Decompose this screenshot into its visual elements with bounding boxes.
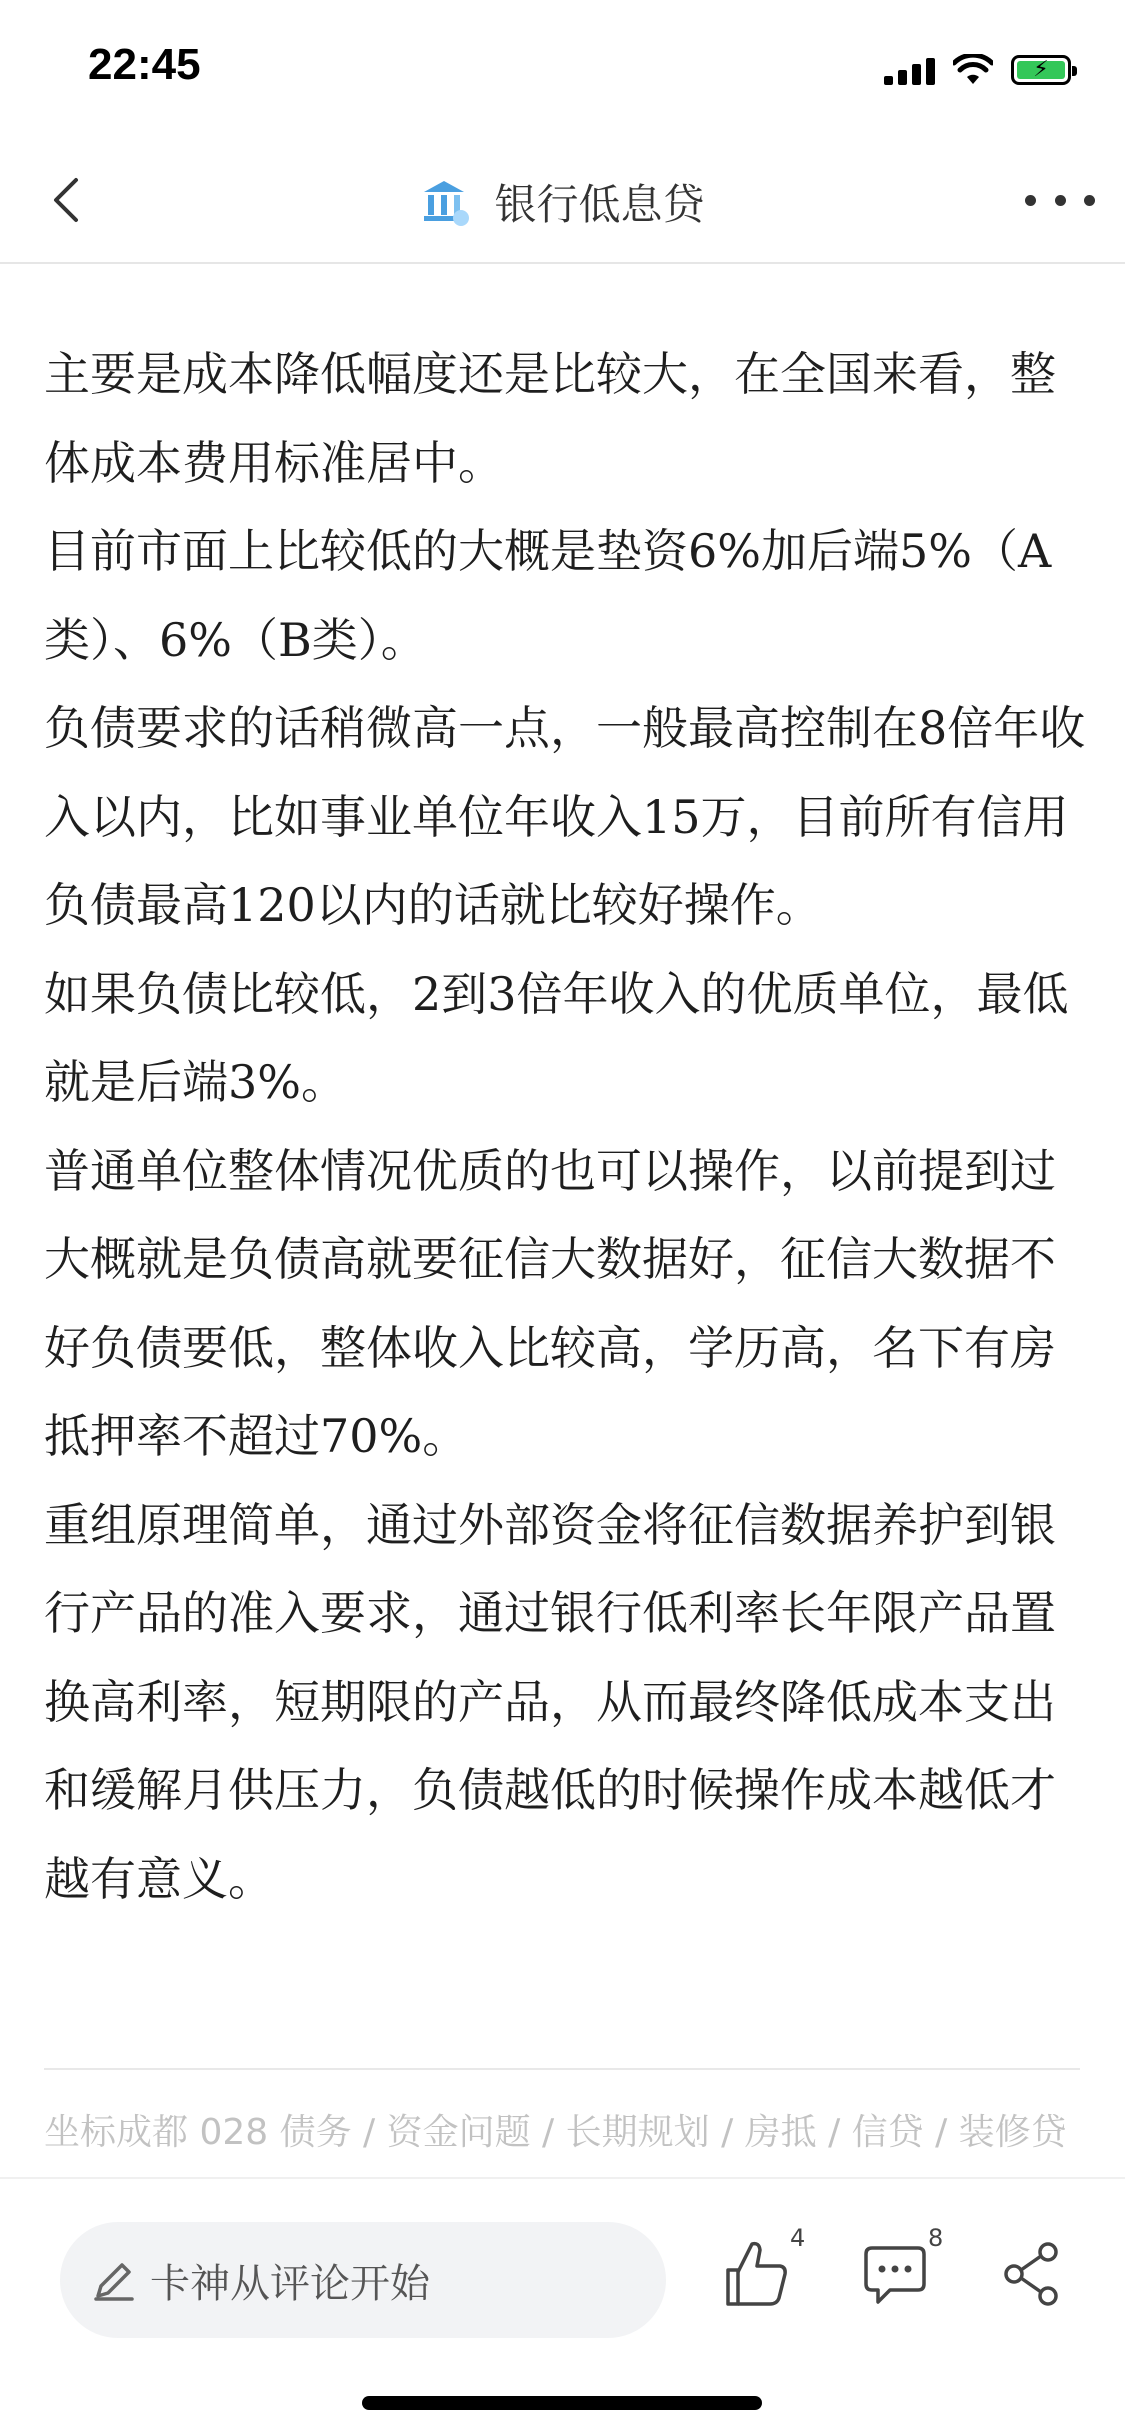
article-paragraph: 重组原理简单，通过外部资金将征信数据养护到银行产品的准入要求，通过银行低利率长年限产品置换高利率，短期限的产品，从而最终降低成本支出和缓解月供压力，负债越低的时候操作成本越低才越有意义。 [44,1497,1056,1906]
more-dot-icon [1084,195,1095,206]
battery-icon: ⚡ [1011,55,1071,85]
thumbs-up-icon [722,2236,792,2312]
home-indicator [362,2396,762,2410]
comment-button[interactable] [860,2224,950,2326]
comment-count: 8 [928,2224,944,2252]
like-count: 4 [790,2224,806,2252]
nav-title: 银行低息贷 [494,180,705,229]
nav-title-group[interactable] [0,170,1125,234]
status-icons [884,50,1071,90]
cellular-signal-icon [884,55,935,85]
article-body [44,330,1094,1923]
more-dot-icon [1025,195,1036,206]
article-paragraph: 普通单位整体情况优质的也可以操作，以前提到过大概就是负债高就要征信大数据好，征信大数据不好负债要低，整体收入比较高，学历高，名下有房抵押率不超过70%。 [44,1143,1056,1463]
share-icon [1000,2236,1066,2312]
topic-tags[interactable]: 坐标成都 028 债务 / 资金问题 / 长期规划 / 房抵 / 信贷 / 装修贷 [44,2112,1067,2153]
article-paragraph: 目前市面上比较低的大概是垫资6%加后端5%（A类）、6%（B类）。 [44,524,1052,667]
comment-placeholder: 卡神从评论开始 [150,2260,430,2307]
share-button[interactable] [1000,2236,1070,2326]
article-paragraph: 负债要求的话稍微高一点，一般最高控制在8倍年收入以内，比如事业单位年收入15万，目前所有信用负债最高120以内的话就比较好操作。 [44,701,1086,932]
more-options-button[interactable] [1025,180,1095,220]
article-paragraph: 主要是成本降低幅度还是比较大，在全国来看，整体成本费用标准居中。 [44,347,1056,490]
nav-bar [0,140,1125,264]
pencil-icon [86,2252,142,2308]
status-time: 22:45 [88,40,201,89]
more-dot-icon [1055,195,1066,206]
comment-input[interactable] [60,2222,666,2338]
status-bar [0,0,1125,140]
bottom-bar-separator [0,2177,1125,2179]
wifi-icon [953,54,993,86]
comment-bubble-icon [860,2236,930,2312]
bank-icon [420,176,470,228]
divider [44,2068,1080,2070]
like-button[interactable] [722,2224,806,2326]
article-paragraph: 如果负债比较低，2到3倍年收入的优质单位，最低就是后端3%。 [44,966,1069,1109]
